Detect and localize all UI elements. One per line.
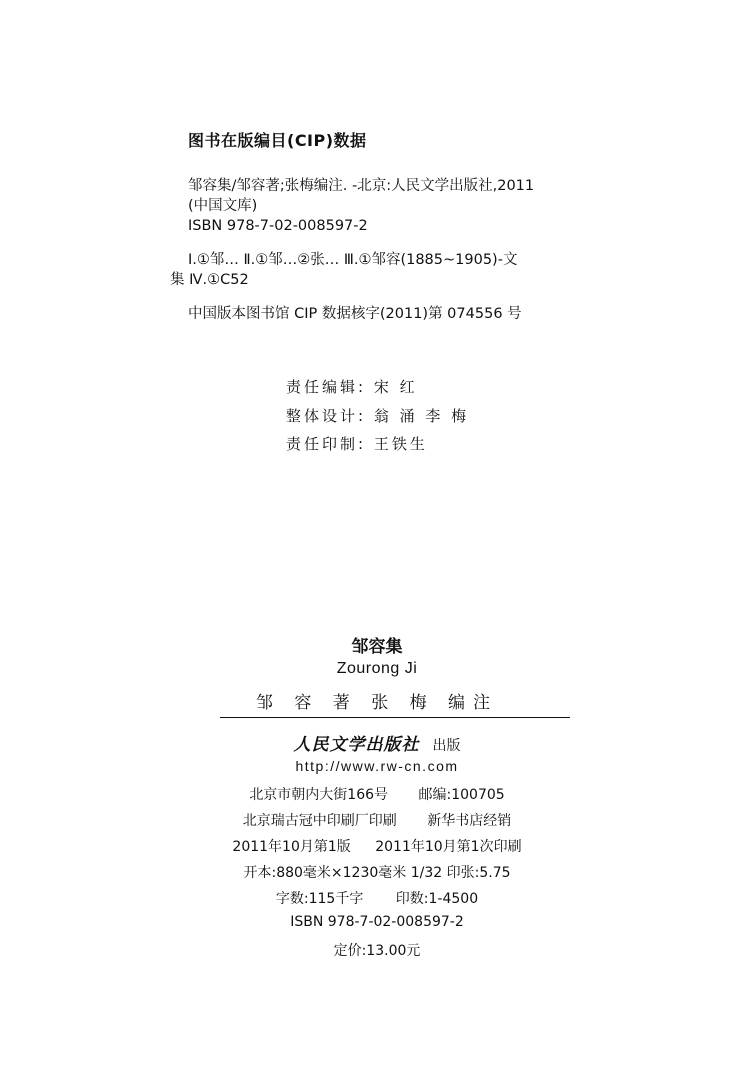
cip-title: 图书在版编目(CIP)数据: [188, 131, 367, 150]
format: 开本:880毫米×1230毫米 1/32 印张:5.75: [243, 865, 511, 881]
staff-names: 王铁生: [373, 435, 428, 453]
latin-title: Zourong Ji: [336, 660, 418, 677]
distributor: 新华书店经销: [427, 813, 512, 829]
word-count: 字数:115千字: [275, 891, 364, 907]
printer: 北京瑞古冠中印刷厂印刷: [242, 813, 397, 829]
staff-row-editor: [286, 376, 418, 397]
publisher-logo: 人民文学出版社: [293, 735, 420, 755]
staff-row-printing: [286, 433, 428, 454]
imprint-isbn: ISBN 978-7-02-008597-2: [290, 914, 464, 930]
cip-line-1: 邹容集/邹容著;张梅编注. -北京:人民文学出版社,2011: [188, 178, 535, 194]
cip-approval: 中国版本图书馆 CIP 数据核字(2011)第 074556 号: [188, 306, 522, 322]
printing: 2011年10月第1次印刷: [375, 839, 522, 855]
address: 北京市朝内大街166号: [249, 787, 389, 803]
cip-isbn: ISBN 978-7-02-008597-2: [188, 218, 368, 234]
postcode: 邮编:100705: [418, 787, 505, 803]
staff-role: 责任编辑:: [286, 378, 367, 396]
staff-role: 整体设计:: [286, 407, 367, 425]
staff-role: 责任印制:: [286, 435, 367, 453]
edition: 2011年10月第1版: [232, 839, 351, 855]
staff-row-design: [286, 405, 469, 426]
divider-rule: [220, 717, 570, 718]
book-title: 邹容集: [351, 637, 403, 657]
staff-names: 翁 涌 李 梅: [373, 407, 470, 425]
address-line: [0, 784, 754, 804]
published-word: 出版: [432, 738, 461, 754]
publisher-line: [0, 730, 754, 755]
cip-subject-line-1: Ⅰ.①邹… Ⅱ.①邹…②张… Ⅲ.①邹容(1885~1905)-文: [188, 252, 518, 268]
cip-subject-line-2: 集 Ⅳ.①C52: [170, 272, 249, 288]
cip-line-2: (中国文库): [188, 198, 258, 214]
authors: 邹 容 著 张 梅 编注: [255, 693, 499, 713]
print-run: 印数:1-4500: [395, 891, 479, 907]
staff-names: 宋 红: [373, 378, 418, 396]
price: 定价:13.00元: [333, 943, 421, 959]
count-line: [0, 888, 754, 908]
printer-line: [0, 810, 754, 830]
publisher-url: http://www.rw-cn.com: [295, 758, 459, 774]
edition-line: [0, 836, 754, 856]
